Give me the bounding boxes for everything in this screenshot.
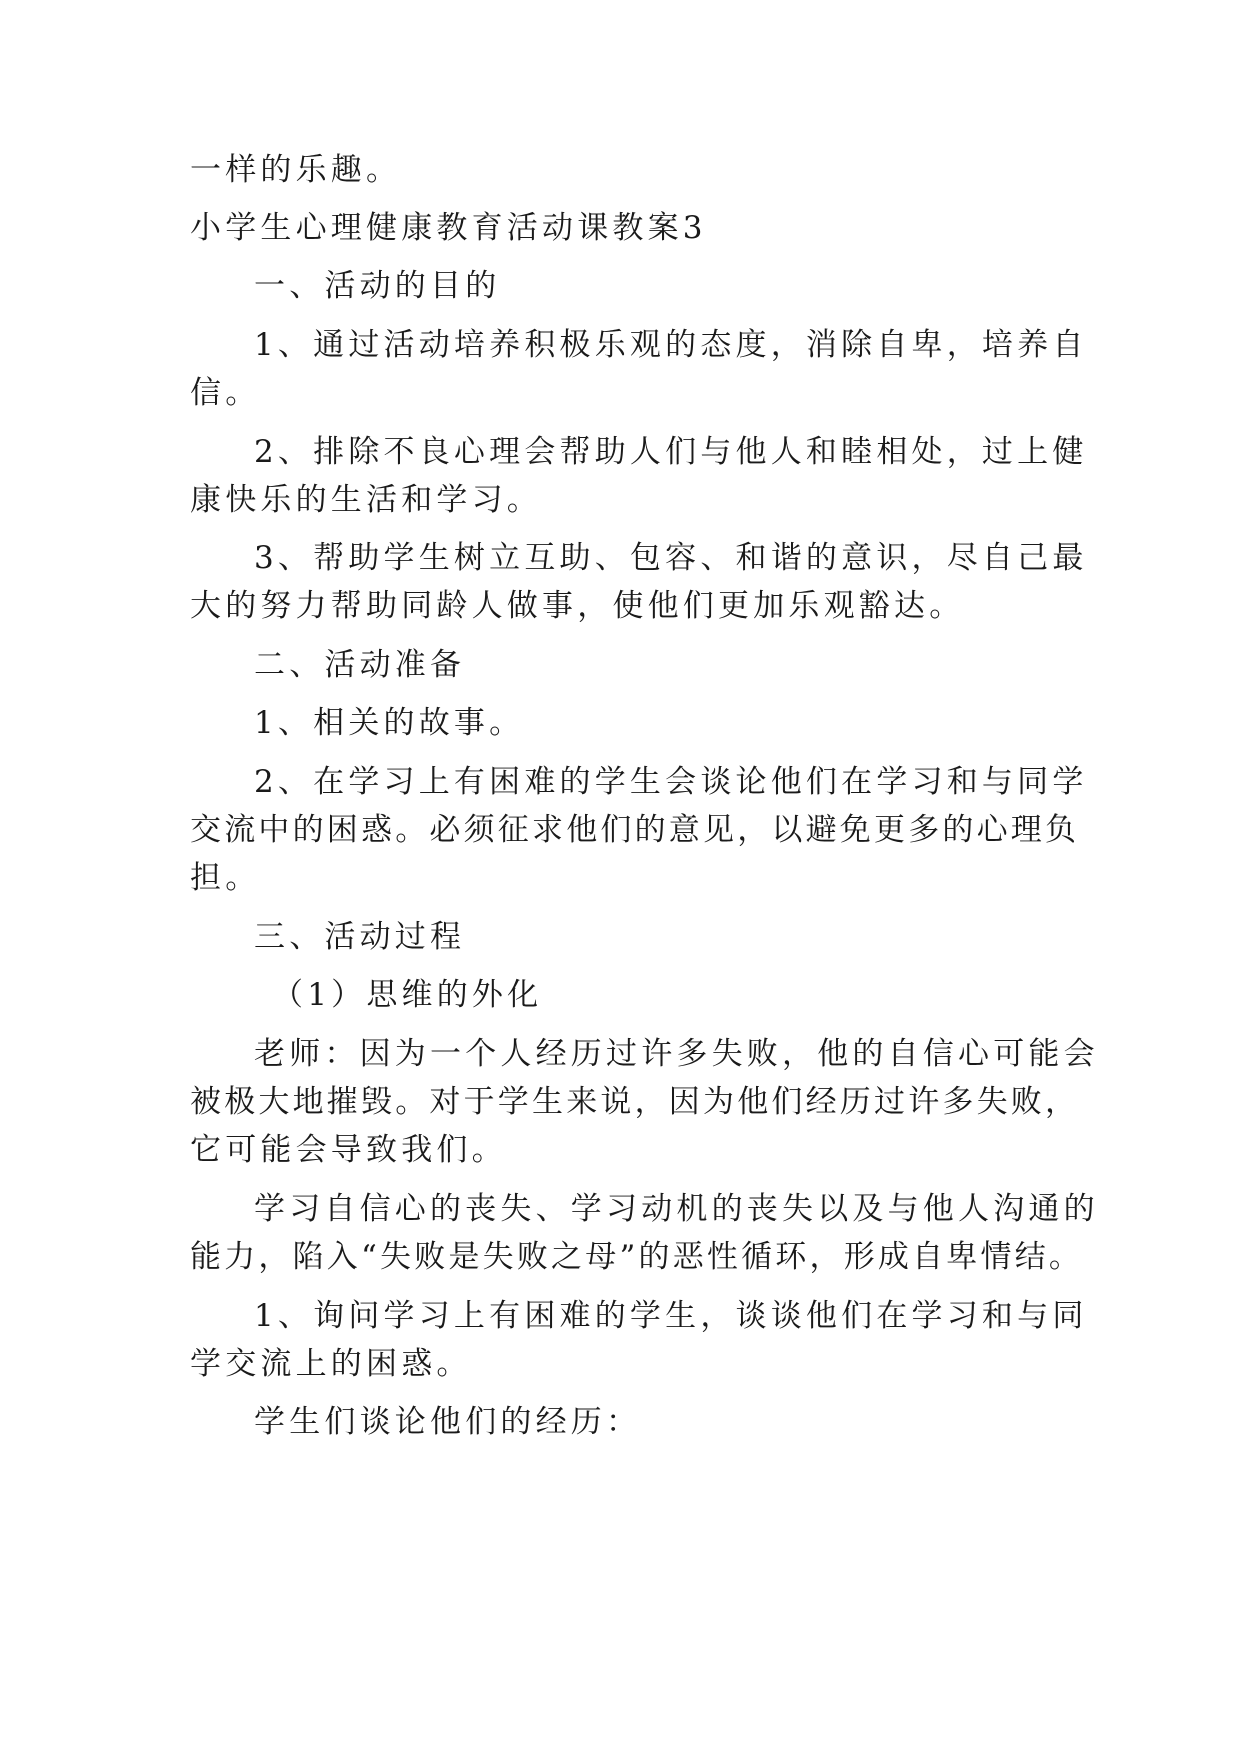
subheading-thinking: （1）思维的外化	[272, 977, 543, 1013]
students-discuss: 学生们谈论他们的经历：	[254, 1404, 642, 1440]
confidence-para-line-2: 能力，陷入“失败是失败之母”的恶性循环，形成自卑情结。	[190, 1239, 1084, 1275]
text-line-continuation: 一样的乐趣。	[190, 152, 402, 188]
objective-3-line-2: 大的努力帮助同龄人做事，使他们更加乐观豁达。	[190, 588, 965, 624]
objective-2-line-2: 康快乐的生活和学习。	[190, 482, 542, 518]
process-1-line-2: 学交流上的困惑。	[190, 1346, 472, 1382]
preparation-2-line-1: 2、在学习上有困难的学生会谈论他们在学习和与同学	[254, 764, 1088, 800]
teacher-para-line-2: 被极大地摧毁。对于学生来说，因为他们经历过许多失败，	[190, 1084, 1080, 1120]
preparation-2-line-3: 担。	[190, 860, 261, 896]
heading-preparation: 二、活动准备	[254, 647, 466, 683]
section-title: 小学生心理健康教育活动课教案3	[190, 210, 707, 246]
preparation-1: 1、相关的故事。	[254, 705, 525, 741]
objective-1-line-2: 信。	[190, 375, 261, 411]
objective-2-line-1: 2、排除不良心理会帮助人们与他人和睦相处，过上健	[254, 434, 1088, 470]
objective-3-line-1: 3、帮助学生树立互助、包容、和谐的意识，尽自己最	[254, 540, 1088, 576]
heading-objectives: 一、活动的目的	[254, 268, 501, 304]
process-1-line-1: 1、询问学习上有困难的学生，谈谈他们在学习和与同	[254, 1298, 1088, 1334]
heading-process: 三、活动过程	[254, 919, 466, 955]
teacher-para-line-1: 老师：因为一个人经历过许多失败，他的自信心可能会	[254, 1036, 1099, 1072]
preparation-2-line-2: 交流中的困惑。必须征求他们的意见，以避免更多的心理负	[190, 812, 1080, 848]
confidence-para-line-1: 学习自信心的丧失、学习动机的丧失以及与他人沟通的	[254, 1191, 1099, 1227]
teacher-para-line-3: 它可能会导致我们。	[190, 1132, 507, 1168]
objective-1-line-1: 1、通过活动培养积极乐观的态度，消除自卑，培养自	[254, 327, 1088, 363]
